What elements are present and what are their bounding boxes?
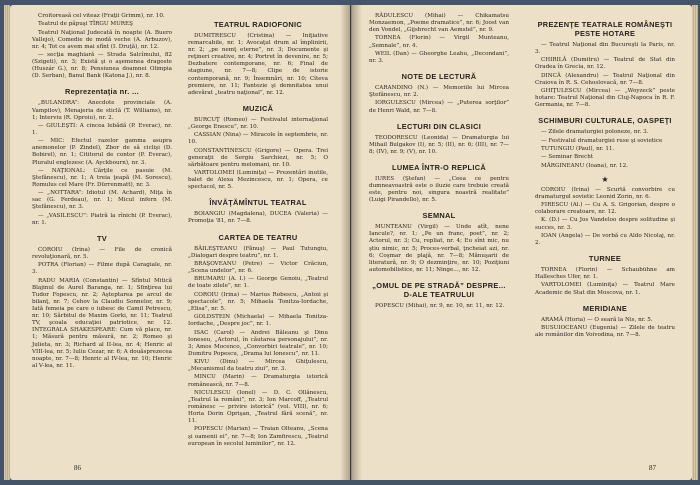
- index-entry: — „VASILESCU”: Piatră la rînichi (P. Everac), nr. 1.: [32, 212, 172, 226]
- index-entry: ARAMĂ (Horia) — O seară la Nis, nr. 5.: [541, 316, 653, 323]
- index-entry: TORNEA (Florin) — Schaubühne am Hallesches Ufer, nr. 1.: [535, 267, 675, 281]
- index-entry: Teatrul de păpuşi TÎRGU MUREŞ: [38, 21, 133, 28]
- section-heading: TURNEE: [588, 254, 622, 264]
- index-entry: BĂILEŞTEANU (Fănuş) — Paul Tutungiu, „Dialogari despre teatru”, nr. 1.: [188, 245, 328, 259]
- index-entry: DINCĂ (Alexandru) — Teatrul Naţional din Craiova în R. S. Cehoslovacă, nr. 7—8.: [535, 72, 675, 86]
- index-entry: „BULANDRA”: Anecdote provinciale (A. Vampilov), Menajeria de sticlă (T. Williams), nr. 1; Interviu (R. Oproiu), nr. 2.: [32, 100, 172, 121]
- section-heading: MUZICĂ: [242, 103, 274, 113]
- index-entry: COROIU (Irina) — File de cronică revoluţionară, nr. 5.: [32, 246, 172, 261]
- left-column-1: [32, 13, 172, 371]
- index-entry: MUNTEANU (Virgil) — Unde atît, nene Iancule?, nr. 1; „Pe un franc, poet”, nr. 2; Actorul, nr. 3; Cu, repliat, nr. 4; Eu sînt mic, nu ştiu nimic, nr. 5; Proces-verbal, ţncheiat azi, nr. 6; Coşmar de plajă, nr. 7—8; Mănuşarii de literatură, nr. 9; O dezminţire, nr. 10; Poziţiuni automobilistice, nr. 11; Ninge..., nr. 12.: [369, 224, 509, 273]
- index-entry: IOAN (Angela) — De vorbă cu Aldo Nicolaj, nr. 2.: [535, 232, 675, 246]
- index-entry: BOIANGIU (Magdalena), DUCEA (Valeria) — Promoţia '81, nr. 7—8.: [188, 211, 328, 225]
- index-entry: COROIU (Irina) — Scurtă convorbire cu dramaturgul sovietic Leonid Zorin, nr. 6.: [535, 186, 675, 200]
- index-entry: DUMITRESCU (Cristina) — Iniţiative remarcabile, nr. 1; Avocaţul drum al împlinirii, nr. 2; „pe nemţ eterne”, nr. 3; Documente şi reţineri creative, nr. 4; Portret în devenire, nr. 5; Dezbatere contemporane, nr. 6; Final de stagiune, nr. 7—8; Clipe de istorie contemporană, nr. 9; Însemnări, nr. 10; Cîteva premiere, nr. 11; Fantezie şi demnitatea unui adevărat „teatru naţional”, nr. 12.: [188, 33, 328, 96]
- right-column-1: [369, 13, 509, 311]
- section-heading: LUMEA ÎNTR-O REPLICĂ: [392, 162, 486, 172]
- index-entry: CONSTANTINESCU (Grigore) — Opera. Trei generaţii de Sergiu Sarchiezi, nr. 5; O sărbătoare pentru melomani, nr. 10.: [188, 147, 328, 168]
- right-column-2: [535, 13, 675, 340]
- section-heading: SCHIMBURI CULTURALE, OASPEŢI: [538, 116, 672, 126]
- index-entry: — Zilele dramaturgiei poloneze, nr. 3.: [541, 129, 649, 136]
- index-entry: Teatrul Naţional Judecată în noapte (A. Buero Vallejo), Comedie de modă veche (A. Arbuzov), nr. 4; Tot ce avem mai sfînt (I. Druţă), nr. 12.: [32, 29, 172, 50]
- index-entry: VARTOLOMEI (Luminiţa) — Teatrul Mare Academic de Stat din Moscova, nr. 1.: [535, 282, 675, 296]
- section-heading: Reprezentaţia nr. ...: [64, 87, 140, 97]
- page-stack-right: [692, 5, 698, 480]
- index-entry: — Teatrul Naţional din Bucureşti la Paris, nr. 3.: [535, 42, 675, 56]
- index-entry: — NAŢIONAL: Cărţile ce pasuie (M. Ştefănescu), nr. 1; A treia ţeapă (M. Sorescu), Romulus cel Mare (Fr. Dürrenmatt), nr. 3.: [32, 167, 172, 188]
- index-entry: CASSIAN (Nina) — Miracole în septembrie, nr. 10.: [188, 132, 328, 146]
- book-gutter: [340, 5, 362, 480]
- index-entry: — Festivalul dramaturgiei ruse şi sovietice: [541, 137, 663, 144]
- index-entry: POTRA (Florian) — Filme după Caragiale, nr. 3.: [32, 262, 172, 276]
- section-heading: PREZENŢE TEATRALE ROMÂNEŞTI PESTE HOTARE: [537, 20, 673, 38]
- index-entry: KIVU (Dinu) — Mircea Ghiţulescu, „Mecanismul da teatru ziui”, nr. 3.: [188, 359, 328, 373]
- index-entry: TUTUNGIU (Paul), nr. 11.: [541, 145, 615, 152]
- index-entry: ISAC (Carol) — Andrei Băleanu şi Dinu Ioneseu, „Actorul, în căutarea personajului”, nr. 3; Amos Mocenco, „Convorbiri teatrale”, nr. 10; Dumitru Popescu, „Drama lui Ionescu”, nr. 11.: [188, 329, 328, 357]
- index-entry: COROIU (Irina) — Marius Robescu, „Antoii şi spectacole”, nr. 5; Mihaela Tonitza-Iordache, „Elisa”, nr. 5.: [188, 291, 328, 312]
- index-entry: TEODORESCU (Leonida) — Dramaturgia lui Mihail Bulgakov (I), nr. 5; (II), nr. 6; (III), nr. 7—8; (IV), nr. 9; (V), nr. 10.: [369, 134, 509, 155]
- section-heading: NOTE DE LECTURĂ: [401, 72, 477, 82]
- index-entry: IURES (Ştefan) — „Ceea ce pentru dumneavoastră este o iluzie care trebuie creată este, pentru noi, singura noastră realitate” (Luigi Pirandello), nr. 5.: [369, 175, 509, 204]
- right-page: [351, 5, 692, 480]
- index-entry: — „NOTTARA”: Idiotul (M. Achard), Miţa în sac (G. Ferdeau), nr. 1; Micul infern (M. Ştefănescu), nr. 3.: [32, 190, 172, 211]
- section-heading: CARTEA DE TEATRU: [218, 232, 298, 242]
- section-heading: „OMUL DE PE STRADĂ” DESPRE... D-ALE TEATRULUI: [372, 280, 506, 299]
- section-heading: ÎNVĂŢĂMÎNTUL TEATRAL: [209, 198, 307, 208]
- index-entry: TORNEA (Florin) — Virgil Munteanu, „Semnale”, nr. 4.: [369, 35, 509, 49]
- index-entry: NICULESCU (Ionel) — D. C. Ollănescu, „Teatrul la români”, nr. 3; Ion Marcoff, „Teatrul românesc — privire istorică” (vol. VIII), nr. 6; Horia Dorin Oprişan, „Teatrul fără scenă”, nr. 11.: [188, 389, 328, 425]
- index-entry: BURCUŢ (Romeo) — Festivalul internaţional „George Enescu”, nr. 10.: [188, 116, 328, 130]
- index-entry: RĂDULESCU (Mihai) — Chikamatsu Monzaemon, „Poeme dramatice”, nr. 6; Joost van den Vondel, „Gijsbrecht van Aemstel”, nr. 9.: [369, 13, 509, 34]
- section-heading: TEATRUL RADIOFONIC: [213, 20, 303, 29]
- index-entry: — secţia maghiară — Strada Salcîmului, 82 (Szigeti), nr. 3; Există şi o aşemenea dragoste (Huszár G.), nr. 8; Pensiunea doamnei Olimpia (D. Serban), Banul Bank (Katona J.), nr. 8.: [32, 52, 172, 80]
- index-entry: GOLDSTEIN (Michaela) — Mihaela Tonitza-Iordache, „Despre joc”, nr. 1.: [188, 314, 328, 328]
- index-entry: VARTOLOMEI (Luminiţa) — Prezentări inutile, balet de Alexa Mezincescu, nr. 1; Opera, ce spectacol, nr. 5.: [188, 170, 328, 191]
- section-heading: SEMNAL: [422, 211, 456, 221]
- index-entry: BRAŞOVEANU (Petre) — Victor Crăciun, „Scena undelor”, nr. 6.: [188, 260, 328, 274]
- left-column-2: [188, 13, 328, 449]
- index-entry: RADU MARIA (Constantin) — Sfîntul Mitică Blajinul de Aurel Baranga, nr. 1; Sfinţirea lui Tudor Fopescu, nr. 2; Aşteptarea pe arcul de bilanţ, nr. 7; Cehov la Claudiu Sonnelor, nr. 9; Iată femeia pe care o iubesc de Camil Petrescu, nr. 10; Sărbitul de Maxim Gorki, nr. 11; Teatrul TV, şcoala educaţiei patriotice, nr. 12. INTEGRALA SHAKESPEARE: Cum vă place, nr. 1; Măsură pentru măsură, nr. 2; Romeo şi Julieta, nr. 3; Richard al II-lea, nr. 4; Henric al VIII-lea, nr. 5; Iuliu Cezar, nr. 6; A douăsprezecea noapte, nr. 7—8; Henric al IV-lea, nr. 10; Henric al V-lea, nr. 11.: [32, 277, 172, 369]
- index-entry: — Seminar Brecht: [541, 154, 594, 161]
- index-entry: MĂRGINEANU (Ioana), nr. 12.: [541, 162, 628, 169]
- index-entry: WEIL (Dan) — Gheorghe Leahu, „Decondani”, nr. 3.: [369, 50, 509, 64]
- section-heading: MERIDIANE: [582, 303, 628, 313]
- section-heading: LECTURI DIN CLASICI: [396, 121, 482, 131]
- index-entry: IORGULESCU (Mircea) — „Puterea sorţilor” de Henri Wald, nr. 7—8.: [369, 100, 509, 114]
- index-entry: BRUMARU (A. I.) — George Genoiu, „Teatrul de toate zilele”, nr. 1.: [188, 276, 328, 290]
- index-entry: GHIŢULESCU (Mircea) — „Woyzeck” peste hotare: Teatrul Naţional din Cluj-Napoca în R. F. Germania, nr. 7—8.: [535, 88, 675, 109]
- index-entry: FIRESCU (Al.) — Cu A. S. Grigorian, despre o colaborare creatoare, nr. 12.: [535, 202, 675, 216]
- section-heading: TV: [96, 233, 108, 243]
- index-entry: MINCU (Marin) — Dramaturgia istorică românească, nr. 7—8.: [188, 374, 328, 388]
- index-entry: CARANDINO (N.) — Memoriile lui Mircea Ştefănescu, nr. 2.: [369, 85, 509, 99]
- index-entry: POPESCU (Marian) — Traian Olteanu, „Scena şi oamenii ei”, nr. 7—8; Ion Zamfirescu, „Teatrul european în secolul luminilor”, nr. 12.: [188, 426, 328, 447]
- page-number-left: 86: [74, 464, 81, 472]
- index-entry: K. (D.) — Cu Jos Vandeloo despre solitudine şi succes, nr. 3.: [535, 217, 675, 231]
- index-entry: BUSUIOCEANU (Eugenia) — Zilele de teatru ale românilor din Voivodina, nr. 7—8.: [535, 324, 675, 338]
- page-number-right: 87: [649, 464, 656, 472]
- index-entry: — MIC: Efectul razelor gamma asupra anemonelor (P. Zindel), Zbor de să ciclişi (D. Bobirel), nr. 1; Cititorul de contor (P. Everac), Pluralul englezesc (A. Ayckbourn), nr. 3.: [32, 138, 172, 166]
- index-entry: CHIRILĂ (Dumitru) — Teatrul de Stat din Oradea în Grecia, nr. 12.: [535, 57, 675, 71]
- star-divider: ★: [601, 174, 609, 184]
- index-entry: Croitoreasă cel viteaz (Fraţii Grimm), nr. 10.: [38, 13, 165, 19]
- left-page: [10, 5, 350, 480]
- index-entry: POPESCU (Mihai), nr. 9, nr. 10, nr. 11, nr. 12.: [375, 302, 505, 309]
- index-entry: — GIULEŞTI: A cincea lebădă (P. Everac), nr. 1.: [32, 122, 172, 136]
